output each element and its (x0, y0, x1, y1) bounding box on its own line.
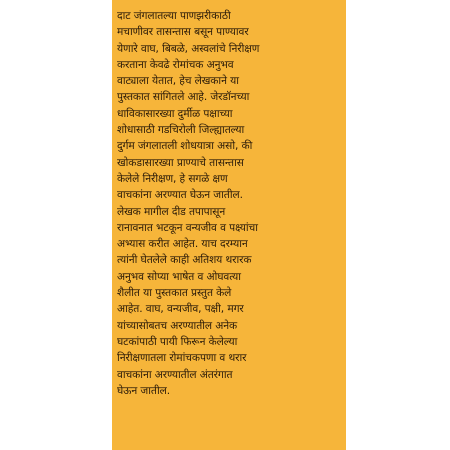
footer-website-mark (186, 441, 264, 446)
back-cover-blurb: दाट जंगलातल्या पाणझरीकाठी मचाणीवर तासन्तास बसून पाण्यावर येणारे वाघ, बिबळे, अस्वलांचे निरीक्षण करताना केवढे रोमांचक अनुभव वाट्याला येतात, हेच लेखकाने या पुस्तकात सांगितले आहे. जेरडॉनच्या धाविकासारख्या दुर्मीळ पक्षाच्या शोधासाठी गडचिरोली जिल्ह्यातल्या दुर्गम जंगलातली शोधयात्रा असो, की खोकडासारख्या प्राण्याचे तासन्तास केलेले निरीक्षण, हे सगळे क्षण वाचकांना अरण्यात घेऊन जातील. लेखक मागील दीड तपापासून रानावनात भटकून वन्यजीव व पक्ष्यांचा अभ्यास करीत आहेत. याच दरम्यान त्यांनी घेतलेले काही अतिशय थरारक अनुभव सोप्या भाषेत व ओघवत्या शैलीत या पुस्तकात प्रस्तुत केले आहेत. वाघ, वन्यजीव, पक्षी, मगर यांच्यासोबतच अरण्यातील अनेक घटकांपाठी पायी फिरून केलेल्या निरीक्षणातला रोमांचकपणा व थरार वाचकांना अरण्यातील अंतरंगात घेऊन जातील. (117, 10, 260, 397)
